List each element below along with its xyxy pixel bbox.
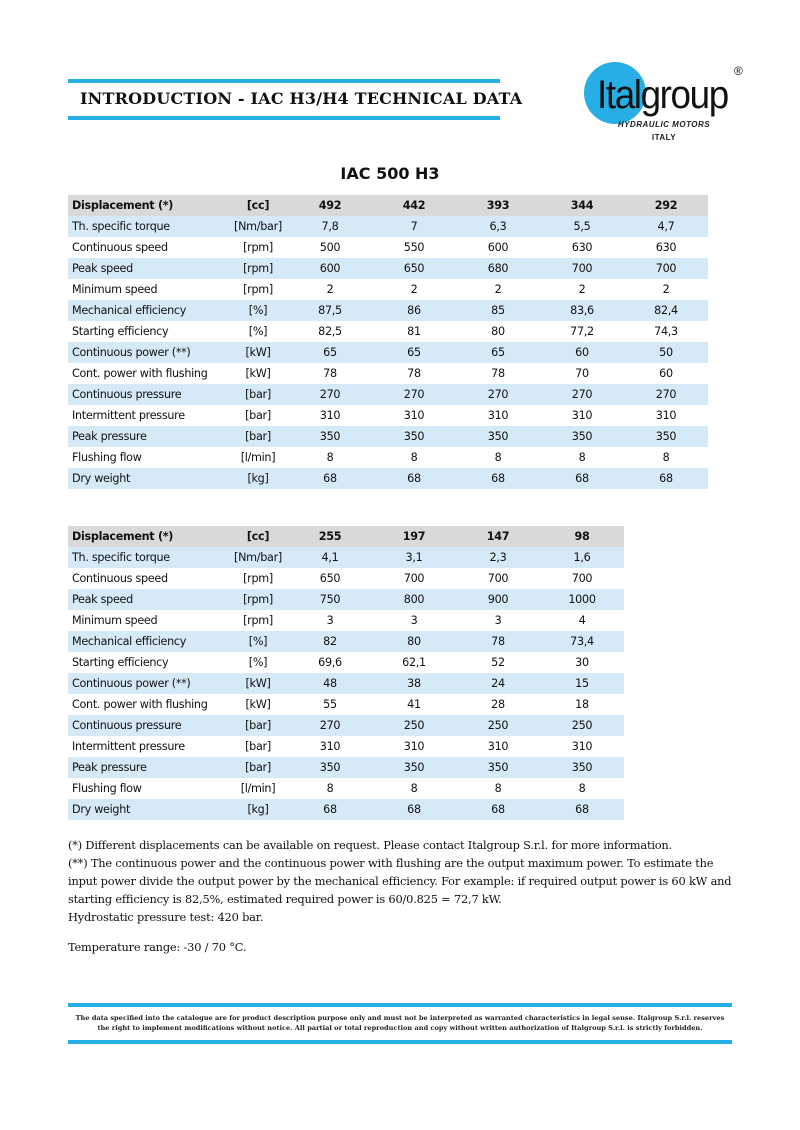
row-value: 4 (540, 610, 624, 631)
row-value: 310 (540, 405, 624, 426)
row-unit: [rpm] (228, 568, 288, 589)
table-row (68, 757, 624, 778)
table-row (68, 279, 708, 300)
row-value: 8 (540, 447, 624, 468)
row-value: 6,3 (456, 216, 540, 237)
row-unit: [%] (228, 300, 288, 321)
table-row (68, 426, 708, 447)
row-label: Minimum speed (68, 279, 228, 300)
row-value: 65 (456, 342, 540, 363)
row-value: 80 (456, 321, 540, 342)
row-label: Displacement (*) (68, 195, 228, 216)
row-value: 2 (540, 279, 624, 300)
row-value: 310 (372, 405, 456, 426)
row-value: 65 (372, 342, 456, 363)
row-value: 78 (372, 363, 456, 384)
row-value: 310 (288, 405, 372, 426)
table-row (68, 568, 624, 589)
row-value: 38 (372, 673, 456, 694)
row-value: 2 (624, 279, 708, 300)
row-value: 630 (624, 237, 708, 258)
row-value: 350 (540, 757, 624, 778)
row-value: 8 (372, 447, 456, 468)
row-value: 310 (288, 736, 372, 757)
row-value: 147 (456, 526, 540, 547)
row-unit: [rpm] (228, 610, 288, 631)
table-row (68, 342, 708, 363)
footer-bottom-rule (68, 1040, 732, 1044)
row-value: 69,6 (288, 652, 372, 673)
header-bottom-rule (68, 116, 500, 120)
row-unit: [l/min] (228, 447, 288, 468)
table-row (68, 673, 624, 694)
row-value: 650 (288, 568, 372, 589)
note-continuous-power: (**) The continuous power and the continuous power with flushing are the output maximum power. To estimate the input power divide the output power by the mechanical efficiency. For example: if required output power is 60 kW and starting efficiency is 82,5%, estimated required power is 60/0.825 = 72,7 kW. (68, 856, 732, 906)
row-value: 52 (456, 652, 540, 673)
row-label: Th. specific torque (68, 547, 228, 568)
row-unit: [%] (228, 652, 288, 673)
row-value: 8 (288, 778, 372, 799)
row-value: 4,1 (288, 547, 372, 568)
row-value: 78 (288, 363, 372, 384)
table-row (68, 447, 708, 468)
row-value: 630 (540, 237, 624, 258)
row-value: 680 (456, 258, 540, 279)
row-value: 900 (456, 589, 540, 610)
row-value: 250 (456, 715, 540, 736)
row-value: 700 (540, 258, 624, 279)
row-unit: [rpm] (228, 589, 288, 610)
row-unit: [rpm] (228, 279, 288, 300)
table-row (68, 778, 624, 799)
row-label: Peak pressure (68, 757, 228, 778)
row-unit: [rpm] (228, 237, 288, 258)
row-value: 68 (288, 468, 372, 489)
table-row (68, 300, 708, 321)
row-unit: [l/min] (228, 778, 288, 799)
model-title: IAC 500 H3 (340, 164, 440, 183)
row-label: Mechanical efficiency (68, 631, 228, 652)
row-value: 270 (624, 384, 708, 405)
row-label: Intermittent pressure (68, 405, 228, 426)
table-row (68, 526, 624, 547)
row-value: 3 (372, 610, 456, 631)
row-value: 5,5 (540, 216, 624, 237)
row-value: 50 (624, 342, 708, 363)
row-value: 800 (372, 589, 456, 610)
row-value: 41 (372, 694, 456, 715)
row-unit: [cc] (228, 195, 288, 216)
row-value: 98 (540, 526, 624, 547)
row-value: 310 (372, 736, 456, 757)
row-value: 48 (288, 673, 372, 694)
row-value: 270 (540, 384, 624, 405)
row-value: 550 (372, 237, 456, 258)
row-unit: [kW] (228, 363, 288, 384)
row-unit: [kW] (228, 342, 288, 363)
row-label: Continuous speed (68, 568, 228, 589)
row-value: 55 (288, 694, 372, 715)
row-value: 68 (456, 468, 540, 489)
row-value: 250 (540, 715, 624, 736)
notes-gap (68, 926, 738, 938)
row-value: 82,4 (624, 300, 708, 321)
row-value: 270 (456, 384, 540, 405)
row-value: 700 (540, 568, 624, 589)
row-label: Flushing flow (68, 447, 228, 468)
header-top-rule (68, 79, 500, 83)
row-unit: [kW] (228, 673, 288, 694)
note-displacements: (*) Different displacements can be available on request. Please contact Italgroup S.r.l. for more information. (68, 838, 672, 852)
row-label: Mechanical efficiency (68, 300, 228, 321)
logo-country: ITALY (651, 133, 677, 142)
table-row (68, 715, 624, 736)
footer-disclaimer: The data specified into the catalogue are for product description purpose only and must not be interpreted as warranted characteristics in legal sense. Italgroup S.r.l. reserves the right to implement modifications without notice. All partial or total reproduction and copy without written authorization of Italgroup S.r.l. is strictly forbidden. (75, 1014, 725, 1032)
table-row (68, 652, 624, 673)
table-row (68, 631, 624, 652)
table-row (68, 547, 624, 568)
row-unit: [bar] (228, 426, 288, 447)
row-value: 700 (624, 258, 708, 279)
row-value: 292 (624, 195, 708, 216)
row-value: 8 (540, 778, 624, 799)
row-value: 3,1 (372, 547, 456, 568)
row-value: 270 (372, 384, 456, 405)
row-label: Th. specific torque (68, 216, 228, 237)
row-label: Minimum speed (68, 610, 228, 631)
row-value: 83,6 (540, 300, 624, 321)
row-value: 2 (288, 279, 372, 300)
row-value: 350 (288, 757, 372, 778)
row-unit: [cc] (228, 526, 288, 547)
table-row (68, 589, 624, 610)
row-value: 60 (540, 342, 624, 363)
row-value: 8 (456, 778, 540, 799)
row-value: 8 (624, 447, 708, 468)
row-label: Dry weight (68, 799, 228, 820)
row-label: Displacement (*) (68, 526, 228, 547)
row-unit: [bar] (228, 715, 288, 736)
row-unit: [bar] (228, 384, 288, 405)
row-value: 81 (372, 321, 456, 342)
row-value: 24 (456, 673, 540, 694)
spec-table-1-body (68, 195, 708, 489)
row-label: Continuous power (**) (68, 673, 228, 694)
row-value: 8 (456, 447, 540, 468)
row-value: 80 (372, 631, 456, 652)
row-label: Cont. power with flushing (68, 694, 228, 715)
row-value: 8 (372, 778, 456, 799)
row-value: 68 (540, 799, 624, 820)
row-value: 85 (456, 300, 540, 321)
row-value: 197 (372, 526, 456, 547)
row-label: Continuous pressure (68, 384, 228, 405)
row-value: 65 (288, 342, 372, 363)
row-value: 62,1 (372, 652, 456, 673)
row-value: 77,2 (540, 321, 624, 342)
table-row (68, 799, 624, 820)
row-value: 7 (372, 216, 456, 237)
row-value: 350 (456, 426, 540, 447)
row-value: 350 (372, 757, 456, 778)
row-value: 393 (456, 195, 540, 216)
row-value: 7,8 (288, 216, 372, 237)
row-value: 310 (456, 405, 540, 426)
row-value: 700 (372, 568, 456, 589)
table-row (68, 195, 708, 216)
row-unit: [kg] (228, 799, 288, 820)
row-value: 1000 (540, 589, 624, 610)
spec-table-2 (68, 526, 624, 820)
row-value: 492 (288, 195, 372, 216)
row-value: 78 (456, 631, 540, 652)
row-value: 270 (288, 384, 372, 405)
table-row (68, 363, 708, 384)
row-label: Continuous power (**) (68, 342, 228, 363)
row-value: 600 (288, 258, 372, 279)
row-value: 68 (288, 799, 372, 820)
row-value: 30 (540, 652, 624, 673)
row-value: 3 (288, 610, 372, 631)
row-label: Cont. power with flushing (68, 363, 228, 384)
table-row (68, 694, 624, 715)
row-value: 350 (372, 426, 456, 447)
row-unit: [rpm] (228, 258, 288, 279)
page-title: INTRODUCTION - IAC H3/H4 TECHNICAL DATA (80, 89, 523, 108)
row-value: 2 (456, 279, 540, 300)
row-value: 73,4 (540, 631, 624, 652)
footer-top-rule (68, 1003, 732, 1007)
logo-wordmark: Italgroup (597, 73, 728, 117)
row-value: 82 (288, 631, 372, 652)
company-logo (584, 56, 754, 156)
table-row (68, 736, 624, 757)
row-value: 310 (624, 405, 708, 426)
row-label: Dry weight (68, 468, 228, 489)
row-value: 500 (288, 237, 372, 258)
table-row (68, 321, 708, 342)
row-unit: [bar] (228, 757, 288, 778)
row-label: Intermittent pressure (68, 736, 228, 757)
table-row (68, 258, 708, 279)
row-label: Continuous speed (68, 237, 228, 258)
row-value: 86 (372, 300, 456, 321)
row-unit: [Nm/bar] (228, 216, 288, 237)
row-value: 78 (456, 363, 540, 384)
note-pressure-test: Hydrostatic pressure test: 420 bar. (68, 910, 264, 924)
row-unit: [Nm/bar] (228, 547, 288, 568)
row-value: 700 (456, 568, 540, 589)
row-value: 2,3 (456, 547, 540, 568)
row-value: 270 (288, 715, 372, 736)
table-row (68, 610, 624, 631)
row-unit: [kg] (228, 468, 288, 489)
row-unit: [bar] (228, 405, 288, 426)
row-value: 255 (288, 526, 372, 547)
note-temperature: Temperature range: -30 / 70 °C. (68, 940, 247, 954)
spec-table-2-body (68, 526, 624, 820)
row-value: 350 (288, 426, 372, 447)
row-label: Flushing flow (68, 778, 228, 799)
row-value: 60 (624, 363, 708, 384)
row-value: 250 (372, 715, 456, 736)
row-value: 310 (456, 736, 540, 757)
notes-section (68, 836, 738, 956)
row-value: 28 (456, 694, 540, 715)
row-value: 68 (540, 468, 624, 489)
row-value: 344 (540, 195, 624, 216)
row-value: 82,5 (288, 321, 372, 342)
row-value: 310 (540, 736, 624, 757)
row-unit: [%] (228, 631, 288, 652)
table-row (68, 216, 708, 237)
row-label: Starting efficiency (68, 321, 228, 342)
row-value: 3 (456, 610, 540, 631)
row-value: 350 (540, 426, 624, 447)
row-value: 442 (372, 195, 456, 216)
row-label: Peak speed (68, 258, 228, 279)
row-value: 68 (372, 799, 456, 820)
row-value: 68 (624, 468, 708, 489)
row-value: 2 (372, 279, 456, 300)
row-label: Peak speed (68, 589, 228, 610)
spec-table-1 (68, 195, 708, 489)
row-value: 18 (540, 694, 624, 715)
row-value: 74,3 (624, 321, 708, 342)
row-value: 68 (456, 799, 540, 820)
row-value: 600 (456, 237, 540, 258)
table-row (68, 405, 708, 426)
row-value: 8 (288, 447, 372, 468)
row-label: Starting efficiency (68, 652, 228, 673)
row-label: Continuous pressure (68, 715, 228, 736)
row-value: 350 (624, 426, 708, 447)
row-value: 4,7 (624, 216, 708, 237)
row-label: Peak pressure (68, 426, 228, 447)
logo-subtitle: HYDRAULIC MOTORS (617, 120, 711, 129)
table-row (68, 468, 708, 489)
row-value: 350 (456, 757, 540, 778)
row-value: 1,6 (540, 547, 624, 568)
row-unit: [%] (228, 321, 288, 342)
registered-mark: ® (734, 64, 743, 78)
row-value: 70 (540, 363, 624, 384)
row-unit: [kW] (228, 694, 288, 715)
row-unit: [bar] (228, 736, 288, 757)
row-value: 15 (540, 673, 624, 694)
table-row (68, 384, 708, 405)
row-value: 750 (288, 589, 372, 610)
row-value: 650 (372, 258, 456, 279)
row-value: 87,5 (288, 300, 372, 321)
row-value: 68 (372, 468, 456, 489)
table-row (68, 237, 708, 258)
